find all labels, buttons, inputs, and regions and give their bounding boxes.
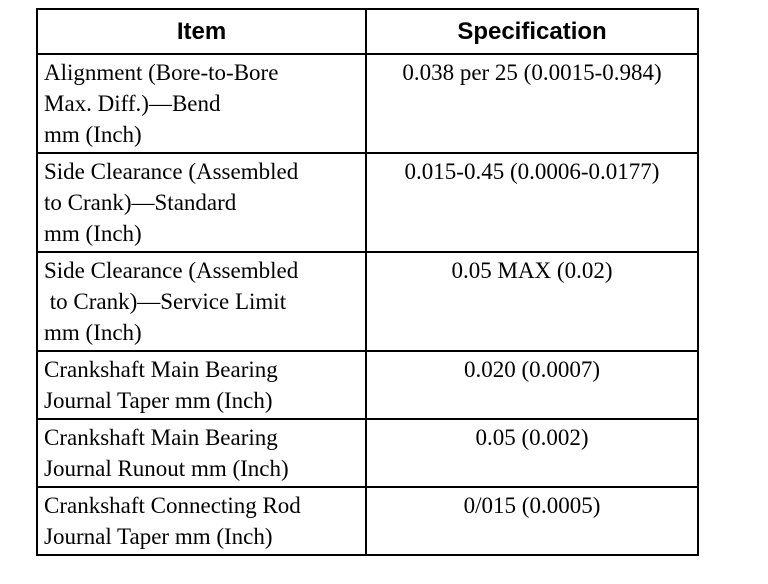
specification-cell: 0.05 MAX (0.02) [366, 252, 698, 351]
table-row [37, 153, 698, 252]
column-header-item: Item [37, 9, 366, 54]
item-cell [37, 419, 366, 487]
specification-cell: 0.038 per 25 (0.0015-0.984) [366, 54, 698, 153]
item-text-line: Side Clearance (Assembled [44, 159, 299, 184]
item-text-line: Side Clearance (Assembled [44, 258, 299, 283]
specification-cell: 0.05 (0.002) [366, 419, 698, 487]
table-header-row [37, 9, 698, 54]
item-text-line: Crankshaft Main Bearing [44, 425, 278, 450]
specification-cell: 0/015 (0.0005) [366, 487, 698, 555]
item-text-line: mm (Inch) [44, 320, 142, 345]
item-cell [37, 351, 366, 419]
item-text-line: Crankshaft Main Bearing [44, 357, 278, 382]
item-text-line: to Crank)—Service Limit [44, 289, 287, 314]
item-cell [37, 153, 366, 252]
table-row [37, 54, 698, 153]
table-row [37, 487, 698, 555]
item-text-line: Alignment (Bore-to-Bore [44, 60, 279, 85]
item-cell [37, 252, 366, 351]
item-text-line: Crankshaft Connecting Rod [44, 493, 301, 518]
item-text-line: to Crank)—Standard [44, 190, 237, 215]
item-text-line: mm (Inch) [44, 221, 142, 246]
item-text-line: mm (Inch) [44, 122, 142, 147]
specification-cell: 0.020 (0.0007) [366, 351, 698, 419]
item-cell [37, 487, 366, 555]
item-text-line: Journal Runout mm (Inch) [44, 456, 289, 481]
item-text-line: Journal Taper mm (Inch) [44, 388, 273, 413]
table-row [37, 252, 698, 351]
specification-table [36, 8, 699, 556]
item-text-line: Max. Diff.)—Bend [44, 91, 221, 116]
table-row [37, 351, 698, 419]
table-row [37, 419, 698, 487]
item-text-line: Journal Taper mm (Inch) [44, 524, 273, 549]
item-cell [37, 54, 366, 153]
column-header-specification: Specification [366, 9, 698, 54]
specification-cell: 0.015-0.45 (0.0006-0.0177) [366, 153, 698, 252]
